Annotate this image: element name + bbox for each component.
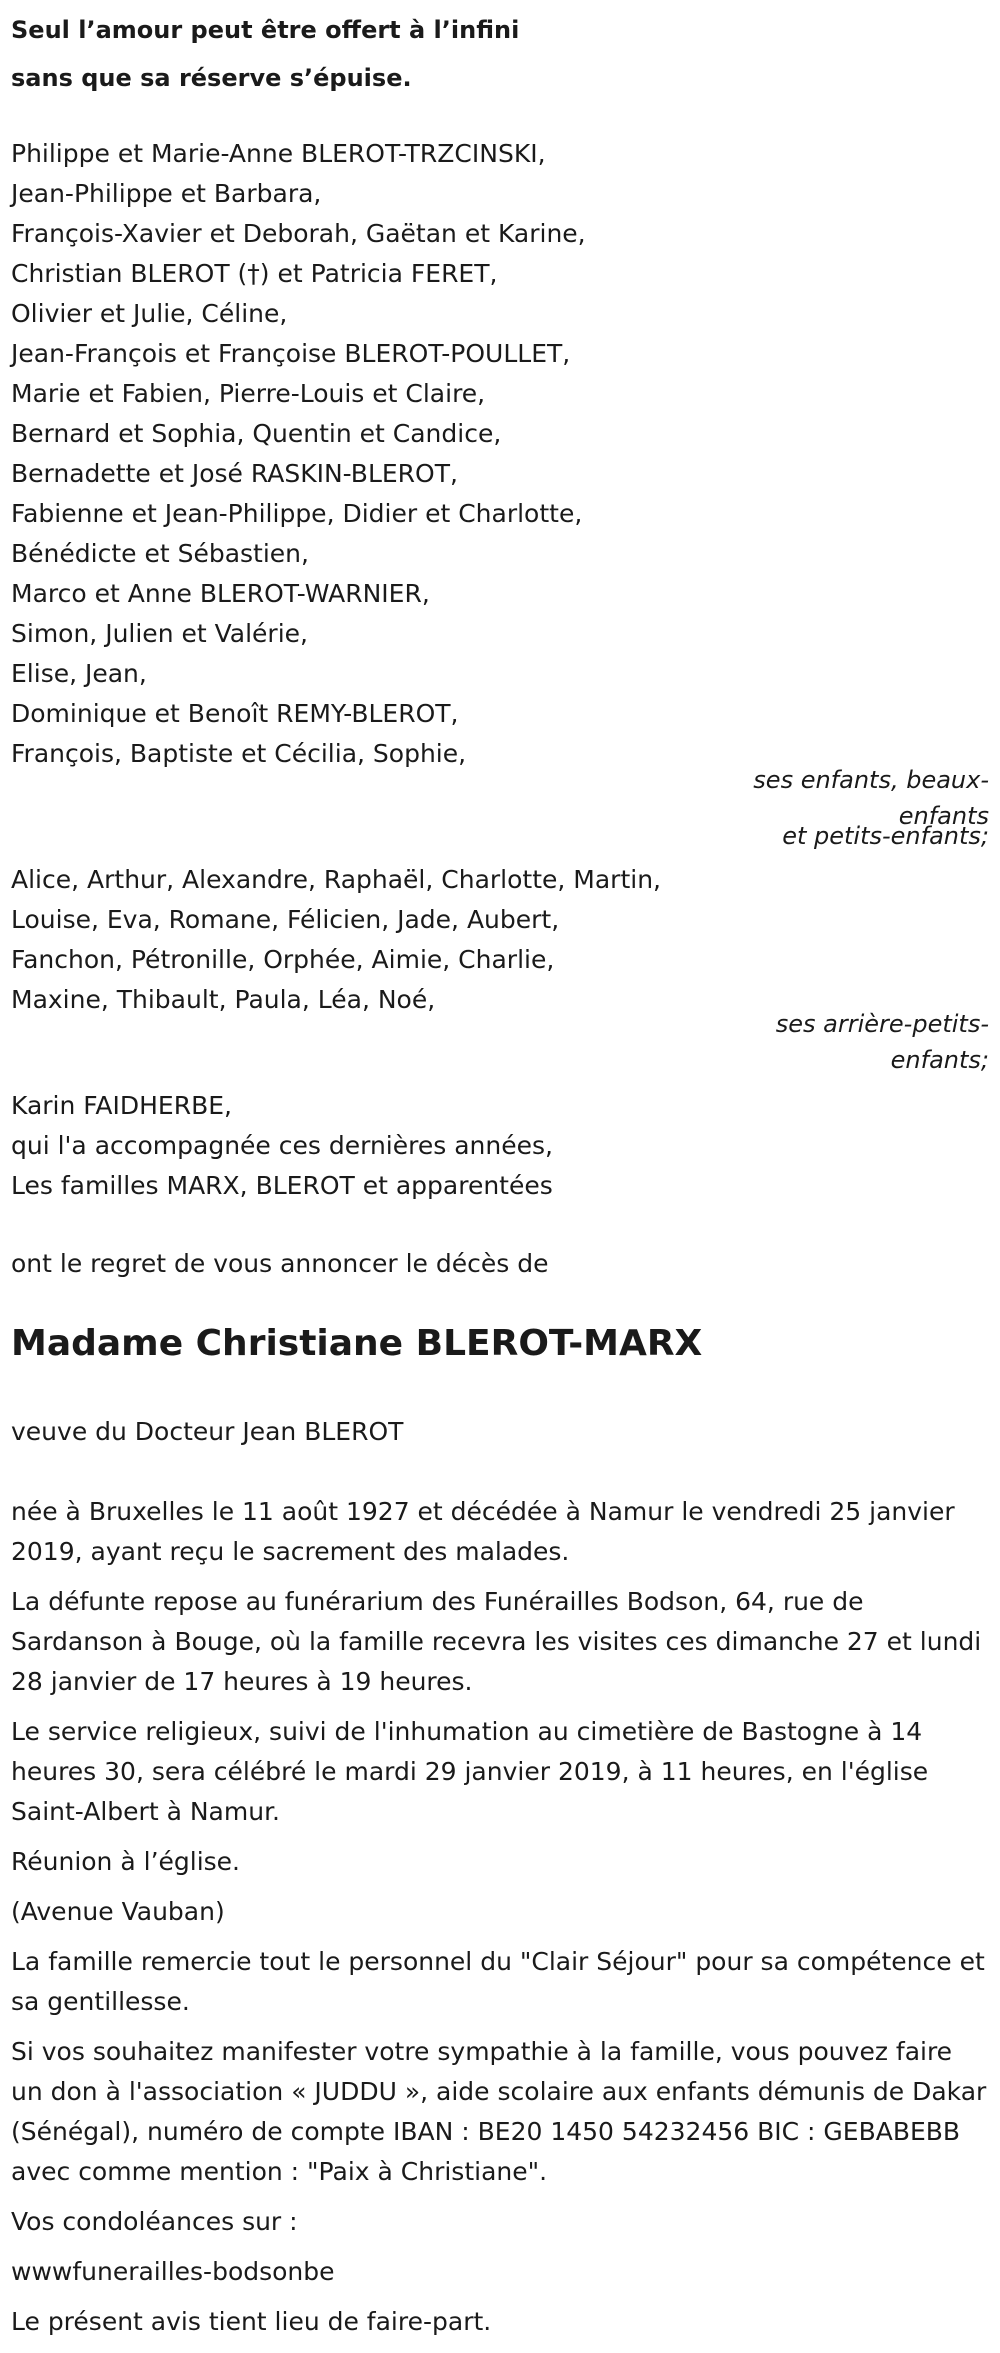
great-grandchildren-list: [11, 860, 989, 1020]
service-paragraph: Le service religieux, suivi de l'inhumation au cimetière de Bastogne à 14 heures 30, sera célébré le mardi 29 janvier 2019, à 11 heures, en l'église Saint-Albert à Namur.: [11, 1717, 929, 1826]
epigraph-line: sans que sa réserve s’épuise.: [11, 64, 412, 92]
birth-death-paragraph: née à Bruxelles le 11 août 1927 et décédée à Namur le vendredi 25 janvier 2019, ayant reçu le sacrement des malades.: [11, 1497, 955, 1566]
family-line: Christian BLEROT (†) et Patricia FERET,: [11, 259, 498, 288]
widow-of-text: veuve du Docteur Jean BLEROT: [11, 1417, 404, 1446]
great-grandchildren-role: ses arrière-petits-enfants;: [775, 1010, 989, 1074]
epigraph-line: Seul l’amour peut être offert à l’infini: [11, 16, 520, 44]
details: [11, 1492, 989, 2352]
family-line: François-Xavier et Deborah, Gaëtan et Karine,: [11, 219, 586, 248]
widow-of: [11, 1412, 989, 1452]
family-line: qui l'a accompagnée ces dernières années,: [11, 1131, 553, 1160]
thanks-paragraph: La famille remercie tout le personnel du "Clair Séjour" pour sa compétence et sa gentillesse.: [11, 1947, 985, 2016]
role-line: ses enfants, beaux-enfants: [753, 766, 989, 830]
family-line: Marco et Anne BLEROT-WARNIER,: [11, 579, 430, 608]
family-line: Bernadette et José RASKIN-BLEROT,: [11, 459, 458, 488]
family-line: Maxine, Thibault, Paula, Léa, Noé,: [11, 985, 436, 1014]
funerarium-paragraph: La défunte repose au funérarium des Funérailles Bodson, 64, rue de Sardanson à Bouge, où la famille recevra les visites ces dimanche 27 et lundi 28 janvier de 17 heures à 19 heures.: [11, 1587, 982, 1696]
donation-paragraph: Si vos souhaitez manifester votre sympathie à la famille, vous pouvez faire un don à l'association « JUDDU », aide scolaire aux enfants démunis de Dakar (Sénégal), numéro de compte IBAN : BE20 1450 54232456 BIC : GEBABEBB avec comme mention : "Paix à Christiane".: [11, 2037, 987, 2186]
deceased-heading: [11, 1320, 989, 1368]
family-line: Fabienne et Jean-Philippe, Didier et Charlotte,: [11, 499, 583, 528]
children-list: [11, 134, 989, 774]
family-line: Les familles MARX, BLEROT et apparentées: [11, 1171, 553, 1200]
others-list: [11, 1086, 989, 1206]
deceased-name: Madame Christiane BLEROT-MARX: [11, 1323, 703, 1364]
family-line: Elise, Jean,: [11, 659, 147, 688]
condolences-label: Vos condoléances sur :: [11, 2207, 298, 2236]
announcement: [11, 1244, 989, 1284]
family-line: Jean-Philippe et Barbara,: [11, 179, 322, 208]
announce-text: ont le regret de vous annoncer le décès de: [11, 1249, 549, 1278]
family-line: Fanchon, Pétronille, Orphée, Aimie, Charlie,: [11, 945, 555, 974]
family-line: Simon, Julien et Valérie,: [11, 619, 308, 648]
family-line: Marie et Fabien, Pierre-Louis et Claire,: [11, 379, 486, 408]
closing-note: Le présent avis tient lieu de faire-part.: [11, 2307, 492, 2336]
reunion-paragraph: Réunion à l’église.: [11, 1847, 241, 1876]
family-line: Louise, Eva, Romane, Félicien, Jade, Aubert,: [11, 905, 560, 934]
family-line: Bénédicte et Sébastien,: [11, 539, 309, 568]
family-line: Philippe et Marie-Anne BLEROT-TRZCINSKI,: [11, 139, 546, 168]
family-line: Jean-François et Françoise BLEROT-POULLET,: [11, 339, 571, 368]
family-line: Dominique et Benoît REMY-BLEROT,: [11, 699, 459, 728]
children-role-2: [659, 816, 989, 856]
address-paragraph: (Avenue Vauban): [11, 1897, 225, 1926]
family-line: François, Baptiste et Cécilia, Sophie,: [11, 739, 467, 768]
family-line: Bernard et Sophia, Quentin et Candice,: [11, 419, 502, 448]
family-line: Karin FAIDHERBE,: [11, 1091, 232, 1120]
website-link[interactable]: wwwfunerailles-bodsonbe: [11, 2257, 335, 2286]
epigraph: [11, 6, 991, 102]
role-line: et petits-enfants;: [782, 822, 989, 850]
family-line: Olivier et Julie, Céline,: [11, 299, 288, 328]
family-line: Alice, Arthur, Alexandre, Raphaël, Charlotte, Martin,: [11, 865, 661, 894]
